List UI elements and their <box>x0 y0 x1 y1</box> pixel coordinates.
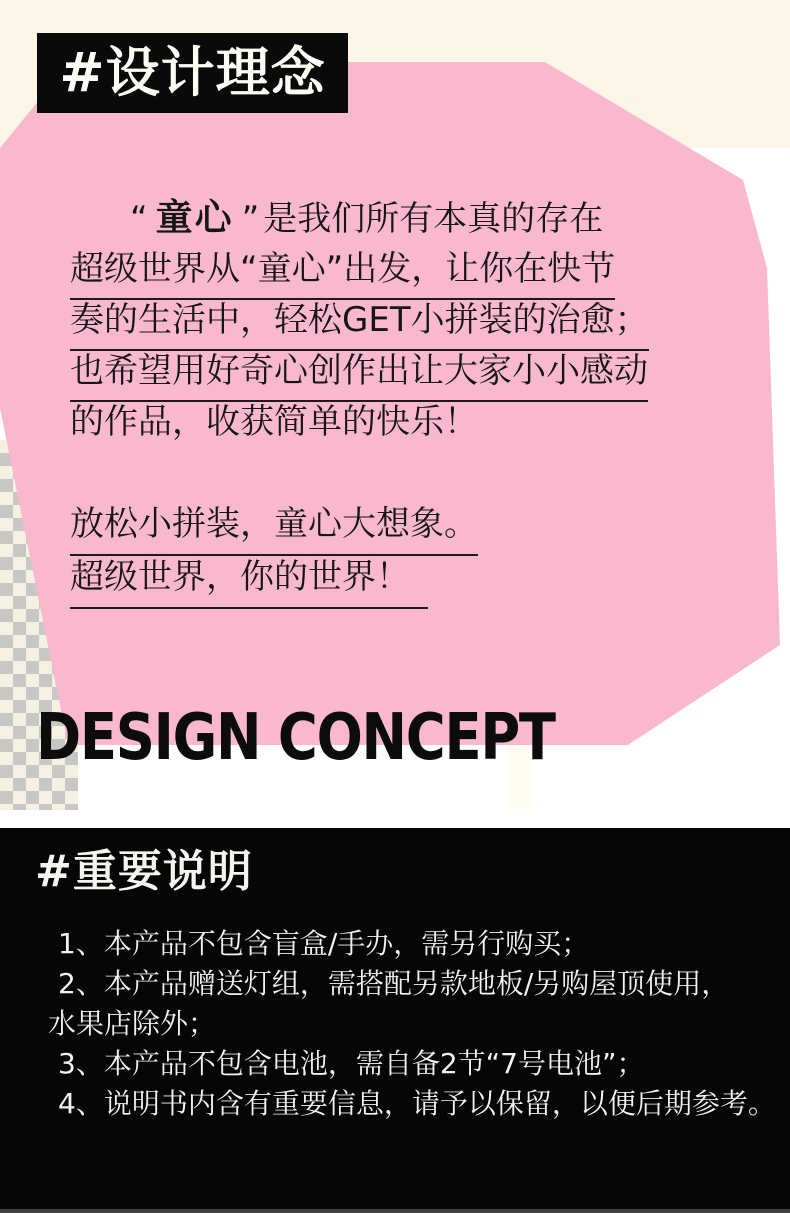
slogan-line <box>70 555 478 608</box>
note-item: 1、本产品不包含盲盒/手办，需另行购买； <box>58 927 590 960</box>
design-concept-hashtag-title: #设计理念 <box>59 41 326 104</box>
bottom-edge-strip <box>0 1209 790 1213</box>
paragraph-line <box>70 400 730 451</box>
slogan-block <box>70 502 478 608</box>
important-notes-panel <box>0 828 790 1213</box>
note-item: 4、说明书内含有重要信息，请予以保留，以便后期参考。 <box>58 1087 776 1120</box>
keyword-tongxin: 童心 <box>155 196 234 239</box>
english-headline: DESIGN CONCEPT <box>36 701 555 775</box>
design-concept-title-box <box>37 33 348 113</box>
close-quote: ” <box>241 199 260 239</box>
important-notes-list <box>48 924 776 1124</box>
note-item-continuation: 水果店除外； <box>48 1007 217 1040</box>
underlined-text: 奏的生活中，轻松GET小拼装的治愈； <box>70 298 649 351</box>
design-concept-paragraph <box>70 196 730 451</box>
paragraph-line <box>70 196 730 247</box>
intro-text: 是我们所有本真的存在 <box>263 199 604 239</box>
paragraph-line <box>70 349 730 400</box>
note-item: 2、本产品赠送灯组，需搭配另款地板/另购屋顶使用， <box>58 967 730 1000</box>
underlined-text: 也希望用好奇心创作出让大家小小感动 <box>70 349 648 402</box>
paragraph-line <box>70 298 730 349</box>
slogan-line <box>70 502 478 555</box>
plain-text: 的作品，收获简单的快乐！ <box>70 402 478 442</box>
underlined-text: 放松小拼装，童心大想象。 <box>70 502 478 556</box>
underlined-text: 超级世界从“童心”出发，让你在快节 <box>70 247 615 300</box>
important-notes-hashtag-title: #重要说明 <box>35 846 253 897</box>
note-item: 3、本产品不包含电池，需自备2节“7号电池”； <box>58 1047 645 1080</box>
open-quote: “ <box>130 199 148 239</box>
underlined-text: 超级世界，你的世界！ <box>70 555 428 609</box>
paragraph-line <box>70 247 730 298</box>
